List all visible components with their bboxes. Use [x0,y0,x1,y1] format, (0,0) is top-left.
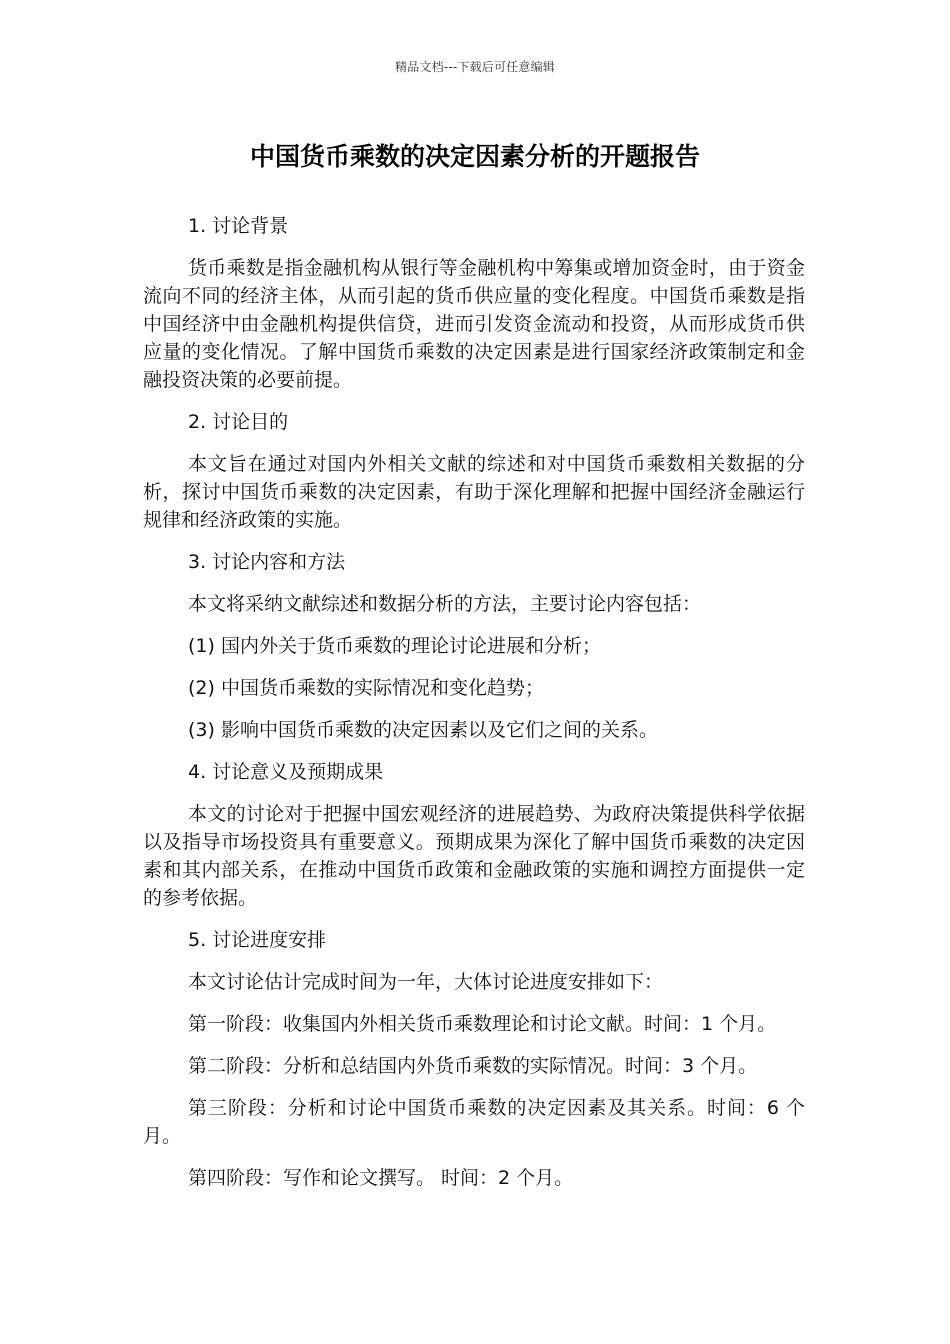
schedule-stage-3: 第三阶段：分析和讨论中国货币乘数的决定因素及其关系。时间：6 个月。 [143,1097,805,1147]
section-heading-background: 1. 讨论背景 [188,215,289,237]
schedule-stage-2: 第二阶段：分析和总结国内外货币乘数的实际情况。时间：3 个月。 [188,1055,758,1077]
list-item-1: (1) 国内外关于货币乘数的理论讨论进展和分析； [188,635,601,657]
header-note: 精品文档---下载后可任意编辑 [395,60,555,74]
section-heading-schedule: 5. 讨论进度安排 [188,929,327,951]
list-item-3: (3) 影响中国货币乘数的决定因素以及它们之间的关系。 [188,719,658,741]
paragraph-purpose: 本文旨在通过对国内外相关文献的综述和对中国货币乘数相关数据的分析，探讨中国货币乘数的决定因素，有助于深化理解和把握中国经济金融运行规律和经济政策的实施。 [143,453,805,531]
schedule-stage-1: 第一阶段：收集国内外相关货币乘数理论和讨论文献。时间：1 个月。 [188,1013,777,1035]
section-heading-purpose: 2. 讨论目的 [188,411,289,433]
paragraph-content-methods: 本文将采纳文献综述和数据分析的方法，主要讨论内容包括： [188,593,702,615]
document-body [143,212,805,1206]
paragraph-background: 货币乘数是指金融机构从银行等金融机构中筹集或增加资金时，由于资金流向不同的经济主体，从而引起的货币供应量的变化程度。中国货币乘数是指中国经济中由金融机构提供信贷，进而引发资金流动和投资，从而形成货币供应量的变化情况。了解中国货币乘数的决定因素是进行国家经济政策制定和金融投资决策的必要前提。 [143,257,805,391]
section-heading-content-methods: 3. 讨论内容和方法 [188,551,346,573]
paragraph-significance: 本文的讨论对于把握中国宏观经济的进展趋势、为政府决策提供科学依据以及指导市场投资具有重要意义。预期成果为深化了解中国货币乘数的决定因素和其内部关系，在推动中国货币政策和金融政策的实施和调控方面提供一定的参考依据。 [143,803,805,909]
paragraph-schedule-intro: 本文讨论估计完成时间为一年，大体讨论进度安排如下： [188,971,664,993]
document-title: 中国货币乘数的决定因素分析的开题报告 [249,142,700,171]
schedule-stage-4: 第四阶段：写作和论文撰写。 时间：2 个月。 [188,1167,574,1189]
section-heading-significance: 4. 讨论意义及预期成果 [188,761,384,783]
list-item-2: (2) 中国货币乘数的实际情况和变化趋势； [188,677,544,699]
